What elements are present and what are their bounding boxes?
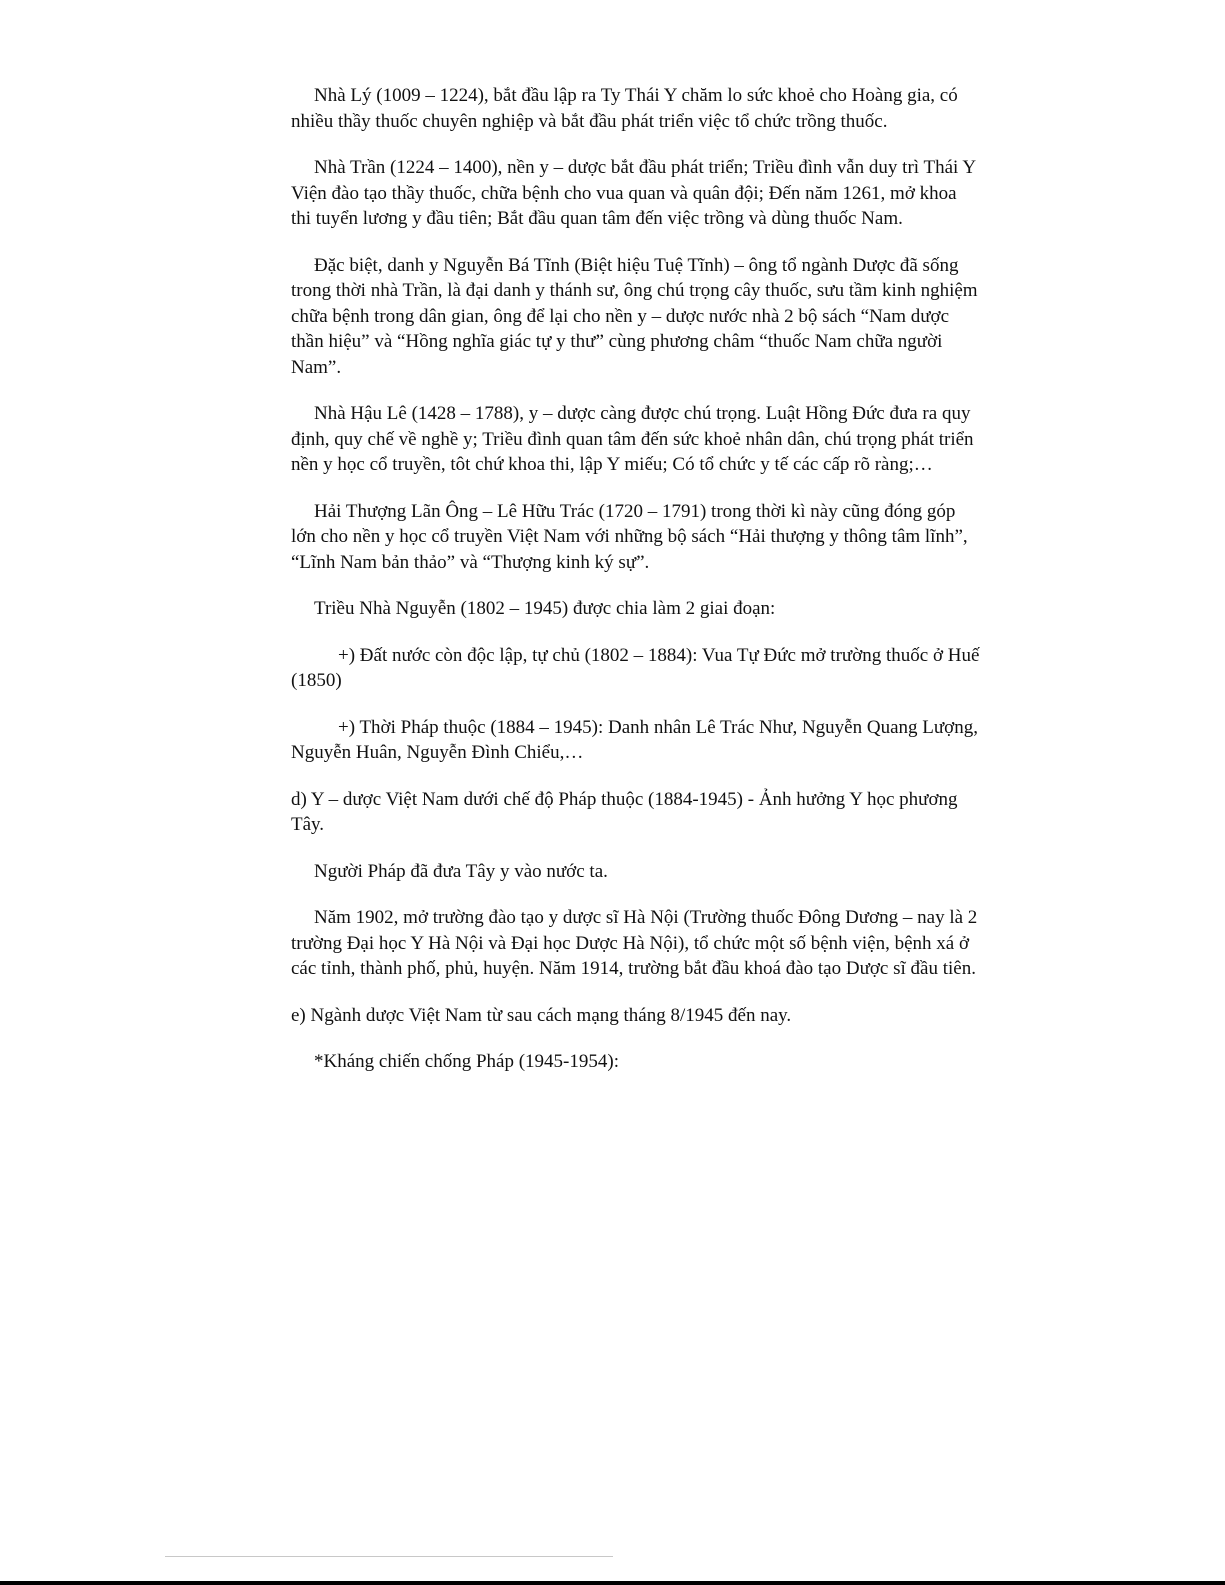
paragraph-independence-period: +) Đất nước còn độc lập, tự chủ (1802 – 1884): Vua Tự Đức mở trường thuốc ở Huế (1850) — [291, 644, 980, 691]
paragraph-tue-tinh: Đặc biệt, danh y Nguyễn Bá Tĩnh (Biệt hiệu Tuệ Tĩnh) – ông tổ ngành Dược đã sống trong thời nhà Trần, là đại danh y thánh sư, ông chú trọng cây thuốc, sưu tầm kinh nghiệm chữa bệnh trong dân gian, ông để lại cho nền y – dược nước nhà 2 bộ sách “Nam dược thần hiệu” và “Hồng nghĩa giác tự y thư” cùng phương châm “thuốc Nam chữa người Nam”. — [291, 254, 978, 378]
section-heading-d: d) Y – dược Việt Nam dưới chế độ Pháp thuộc (1884-1945) - Ảnh hưởng Y học phương Tây. — [291, 788, 958, 835]
section-heading-e: e) Ngành dược Việt Nam từ sau cách mạng tháng 8/1945 đến nay. — [291, 1004, 792, 1026]
paragraph-hai-thuong-lan-ong: Hải Thượng Lãn Ông – Lê Hữu Trác (1720 – 1791) trong thời kì này cũng đóng góp lớn cho nền y học cổ truyền Việt Nam với những bộ sách “Hải thượng y thông tâm lĩnh”, “Lĩnh Nam bản thảo” và “Thượng kinh ký sự”. — [291, 500, 968, 573]
document-body — [291, 83, 981, 1096]
paragraph-french-colonial-period: +) Thời Pháp thuộc (1884 – 1945): Danh nhân Lê Trác Như, Nguyễn Quang Lượng, Nguyễn Huân, Nguyễn Đình Chiểu,… — [291, 716, 978, 763]
paragraph-ly-dynasty: Nhà Lý (1009 – 1224), bắt đầu lập ra Ty Thái Y chăm lo sức khoẻ cho Hoàng gia, có nhiều thầy thuốc chuyên nghiệp và bắt đầu phát triển việc tổ chức trồng thuốc. — [291, 85, 958, 132]
paragraph-tran-dynasty: Nhà Trần (1224 – 1400), nền y – dược bắt đầu phát triển; Triều đình vẫn duy trì Thái Y Viện đào tạo thầy thuốc, chữa bệnh cho vua quan và quân đội; Đến năm 1261, mở khoa thi tuyển lương y đầu tiên; Bắt đầu quan tâm đến việc trồng và dùng thuốc Nam. — [291, 157, 976, 229]
page-bottom-edge — [0, 1581, 1225, 1585]
paragraph-hau-le-dynasty: Nhà Hậu Lê (1428 – 1788), y – dược càng được chú trọng. Luật Hồng Đức đưa ra quy định, quy chế về nghề y; Triều đình quan tâm đến sức khoẻ nhân dân, chú trọng phát triển nền y học cổ truyền, tôt chứ khoa thi, lập Y miếu; Có tổ chức y tế các cấp rõ ràng;… — [291, 403, 974, 475]
paragraph-1902-school: Năm 1902, mở trường đào tạo y dược sĩ Hà Nội (Trường thuốc Đông Dương – nay là 2 trường Đại học Y Hà Nội và Đại học Dược Hà Nội), tổ chức một số bệnh viện, bệnh xá ở các tỉnh, thành phố, phủ, huyện. Năm 1914, trường bắt đầu khoá đào tạo Dược sĩ đầu tiên. — [291, 907, 978, 979]
paragraph-nguyen-dynasty: Triều Nhà Nguyễn (1802 – 1945) được chia làm 2 giai đoạn: — [314, 598, 776, 619]
footnote-separator — [165, 1556, 613, 1557]
paragraph-resistance-war: *Kháng chiến chống Pháp (1945-1954): — [314, 1051, 619, 1072]
paragraph-western-medicine: Người Pháp đã đưa Tây y vào nước ta. — [314, 860, 608, 882]
